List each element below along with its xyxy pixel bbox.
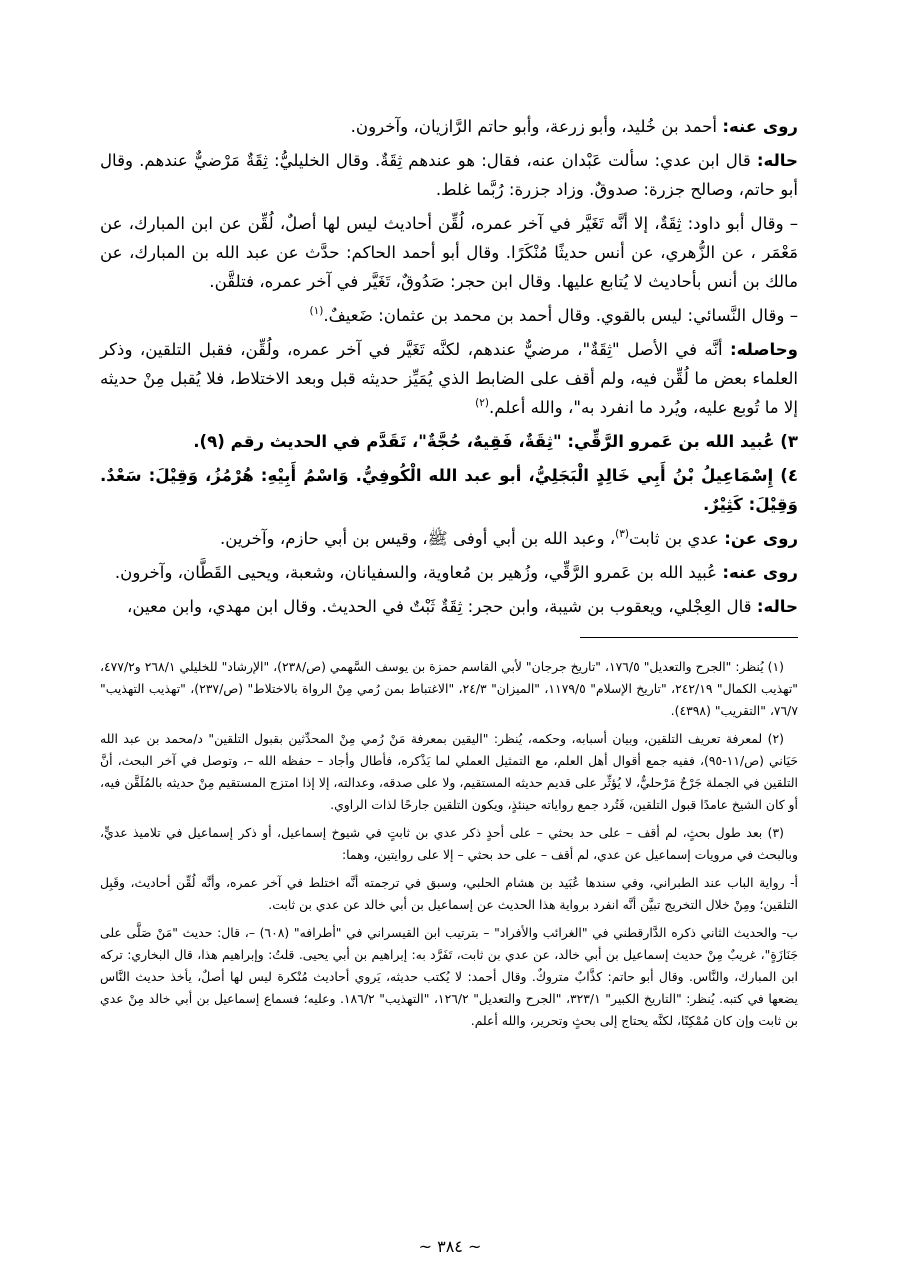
paragraph-text: عُبيد الله بن عَمرو الرَّقِّي، وزُهير بن مُعاوية، والسفيانان، وشعبة، ويحيى القَطَّان، وآخرون.	[114, 563, 723, 582]
section-label: وحاصله:	[729, 340, 798, 359]
section-label: روى عنه:	[722, 563, 798, 582]
paragraph-text: قال ابن عدي: سألت عَبْدان عنه، فقال: هو عندهم ثِقَةٌ. وقال الخليليُّ: ثِقَةٌ مَرْضيٌّ عندهم. وقال أبو حاتم، وصالح جزرة: صدوقٌ. وزاد جزرة: رُبَّما غلط.	[100, 151, 798, 199]
section-label: حاله:	[756, 597, 798, 616]
narrator-3-heading	[100, 427, 798, 456]
paragraph-text: أنَّه في الأصل "ثِقَةٌ"، مرضيٌّ عندهم، لكنَّه تَغَيَّر في آخر عمره، ولُقِّن، فقبل التلقين، وذكر العلماء بعض ما لُقِّن فيه، ولم أقف على الضابط الذي يُمَيِّز حديثه قبل وبعد الاختلاط، فلا يُقبل مِنْ حديثه إلا ما تُوبع عليه، ويُرد ما انفرد به"، والله أعلم.	[100, 340, 798, 417]
footnote-text: أ- رواية الباب عند الطبراني، وفي سندها عُبَيد بن هشام الحلبي، وسبق في ترجمته أنَّه اختلط في آخر عمره، وأنَّه لُقِّن أحاديث، وقَبِل التلقين؛ ومِنْ خلال التخريج تبيَّن أنَّه انفرد برواية هذا الحديث عن إسماعيل بن أبي خالد عن عدي بن ثابت.	[100, 875, 798, 912]
main-text	[100, 112, 798, 621]
narrators-from-him-paragraph	[100, 112, 798, 141]
paragraph-text: قال العِجْلي، ويعقوب بن شيبة، وابن حجر: ثِقَةٌ ثَبْتٌ في الحديث. وقال ابن مهدي، وابن معين،	[127, 597, 757, 616]
footnote-text: ب- والحديث الثاني ذكره الدَّارقطني في "الغرائب والأفراد" – بترتيب ابن القيسراني في "أطرافه" (٦٠٨) –، قال: حديث "مَنْ صَلَّى على جَنَازَةٍ"، غريبٌ مِنْ حديث إسماعيل بن أبي خالد، عن عدي بن ثابت، تَفَرَّد به: إبراهيم بن أبي يحيى. قلتُ: وإبراهيم هذا، قال البخاري: تركه ابن المبارك، والنَّاس. وقال أبو حاتم: كذَّابٌ متروكٌ. وقال أحمد: لا يُكتب حديثه، يَروي أحاديث مُنْكرة ليس لها أصلٌ، يأخذ حديث النَّاس يضعها في كتبه. يُنظر: "التاريخ الكبير" ٣٢٣/١، "الجرح والتعديل" ١٢٦/٢، "التهذيب" ١٨٦/٢. وعليه؛ فسماع إسماعيل بن أبي خالد مِنْ عدي بن ثابت وإن كان مُمْكِنًا، لكنَّه يحتاج إلى بحثٍ وتحرير، والله أعلم.	[100, 925, 799, 1028]
paragraph-text: – وقال النَّسائي: ليس بالقوي. وقال أحمد بن محمد بن عثمان: ضَعيفٌ.	[323, 306, 798, 325]
paragraph-text: – وقال أبو داود: ثِقَةٌ، إلا أنَّه تَغَيَّر في آخر عمره، لُقِّن أحاديث ليس لها أصلٌ، لُقِّن عن ابن المبارك، عن مَعْمَر ، عن الزُّهري، عن أنس حديثًا مُنْكَرًا. وقال أبو أحمد الحاكم: حدَّث عن عبد الله بن المبارك، عن مالك بن أنس بأحاديث لا يُتابع عليها. وقال ابن حجر: صَدُوقٌ، تَغَيَّر في آخر عمره، فتلقَّن.	[100, 214, 798, 291]
status-paragraph	[100, 146, 798, 204]
footnote-text: (٣) بعد طول بحثٍ، لم أقف – على حد بحثي – على أحدٍ ذكر عدي بن ثابتٍ في شيوخ إسماعيل، أو ذكر إسماعيل في تلاميذ عديٍّ، وبالبحث في مرويات إسماعيل عن عدي، لم أقف – على حد بحثي – إلا على روايتين، وهما:	[100, 825, 798, 862]
footnote-3-item-b	[100, 922, 798, 1032]
narrator-heading-text: ٣) عُبيد الله بن عَمرو الرَّقِّي: "ثِقَةٌ، فَقِيهٌ، حُجَّةٌ"، تَقَدَّم في الحديث رقم (٩).	[193, 432, 798, 451]
footnote-text: (١) يُنظر: "الجرح والتعديل" ١٧٦/٥، "تاريخ جرجان" لأبي القاسم حمزة بن يوسف السَّهمي (ص/٢٣٨)، "الإرشاد" للخليلي ٢٦٨/١ و٤٧٧/٢، "تهذيب الكمال" ٢٤٢/١٩، "تاريخ الإسلام" ١١٧٩/٥، "الميزان" ٢٤/٣، "الاغتباط بمن رُمي مِنْ الرواة بالاختلاط" (ص/٢٣٧)، "تهذيب التهذيب" ٧٦/٧، "التقريب" (٤٣٩٨).	[100, 659, 798, 718]
paragraph-text-continued: ، وعبد الله بن أبي أوفى ﷺ، وقيس بن أبي حازم، وآخرين.	[220, 529, 616, 548]
page-number: ~ ٣٨٤ ~	[418, 1237, 482, 1256]
paragraph-text: أحمد بن خُليد، وأبو زرعة، وأبو حاتم الرَّازيان، وآخرون.	[350, 117, 723, 136]
footnote-3-item-a	[100, 872, 798, 916]
narrator-heading-text: ٤) إِسْمَاعِيلُ بْنُ أَبِي خَالِدٍ الْبَجَلِيُّ، أبو عبد الله الْكُوفِيُّ. وَاسْمُ أَبِيْهِ: هُرْمُزُ، وَقِيْلَ: سَعْدٌ. وَقِيْلَ: كَثِيْرٌ.	[100, 466, 798, 514]
paragraph-text: عدي بن ثابت	[628, 529, 725, 548]
footnote-1	[100, 656, 798, 722]
status-paragraph-2	[100, 592, 798, 621]
narrator-4-heading	[100, 461, 798, 519]
footnote-separator	[580, 637, 798, 638]
summary-paragraph	[100, 335, 798, 422]
footnote-text: (٢) لمعرفة تعريف التلقين، وبيان أسبابه، وحكمه، يُنظر: "اليقين بمعرفة مَنْ رُمي مِنْ المحدِّثين بقبول التلقين" د/محمد بن عبد الله حَيَاني (ص/١١-٩٥)، ففيه جمع أقوال أهل العلم، مع التمثيل العملي لما يَذْكره، فأطال وأجاد – حفظه الله –، وتوصل في آخر البحث، أنَّ التلقين في الجملة جَرْحٌ مَرْحليٌّ، لا يُؤثِّر على قديم حديثه المستقيم، ولا على صدقه، وعدالته، إلا إذا امتزج المستقيم مِنْ حديثه بالمُلَقَّن فيه، أو كان الشيخ عامدًا قبول التلقين، فَتُرد جمع رواياته حينئذٍ، ويكون التلقين جارحًا لذات الراوي.	[100, 731, 799, 812]
narrators-from-him-paragraph-2	[100, 558, 798, 587]
abu-dawud-paragraph	[100, 209, 798, 296]
section-label: روى عن:	[724, 529, 798, 548]
section-label: حاله:	[756, 151, 798, 170]
footnote-ref-3[interactable]: (٣)	[615, 528, 629, 540]
footnote-2	[100, 728, 798, 816]
footnote-ref-2[interactable]: (٢)	[475, 397, 490, 409]
section-label: روى عنه:	[722, 117, 798, 136]
narrated-from-paragraph	[100, 524, 798, 553]
nasai-paragraph	[100, 301, 798, 330]
footnote-3	[100, 822, 798, 866]
footnote-ref-1[interactable]: (١)	[309, 305, 324, 317]
footnotes-section	[100, 656, 798, 1032]
